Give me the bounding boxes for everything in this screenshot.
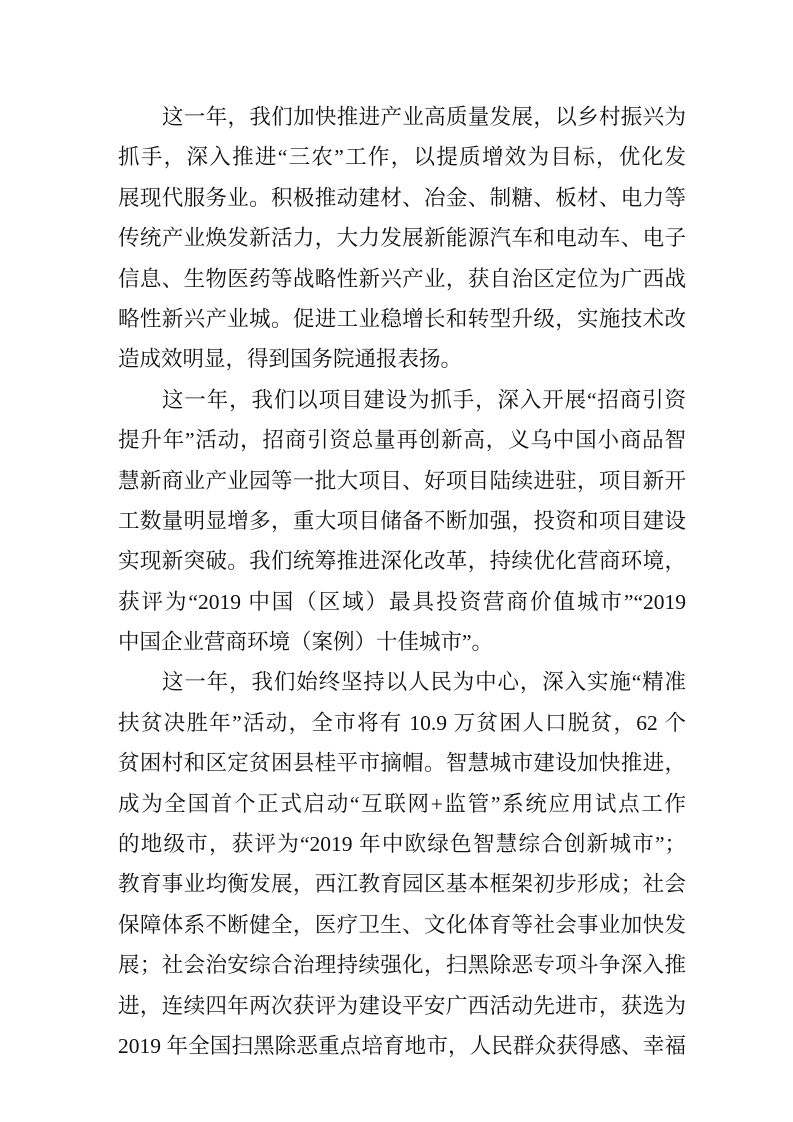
document-body [118, 97, 686, 1066]
text-line: 提升年”活动，招商引资总量再创新高，义乌中国小商品智 [118, 428, 686, 453]
text-line: 信息、生物医药等战略性新兴产业，获自治区定位为广西战 [118, 266, 686, 291]
text-line: 中国企业营商环境（案例）十佳城市”。 [118, 630, 494, 655]
text-line: 展；社会治安综合治理持续强化，扫黑除恶专项斗争深入推 [118, 953, 686, 978]
text-line: 造成效明显，得到国务院通报表扬。 [118, 347, 463, 372]
text-line: 这一年，我们加快推进产业高质量发展，以乡村振兴为 [162, 105, 686, 129]
text-line: 传统产业焕发新活力，大力发展新能源汽车和电动车、电子 [118, 226, 686, 251]
text-line: 保障体系不断健全，医疗卫生、文化体育等社会事业加快发 [118, 912, 686, 937]
text-line: 抓手，深入推进“三农”工作，以提质增效为目标，优化发 [118, 145, 686, 170]
text-line: 获评为“2019 中国（区域）最具投资营商价值城市”“2019 [118, 589, 686, 614]
text-line: 扶贫决胜年”活动，全市将有 10.9 万贫困人口脱贫，62 个 [118, 710, 686, 735]
text-line: 的地级市，获评为“2019 年中欧绿色智慧综合创新城市”； [118, 832, 686, 857]
text-line: 这一年，我们始终坚持以人民为中心，深入实施“精准 [162, 670, 686, 695]
text-line: 略性新兴产业城。促进工业稳增长和转型升级，实施技术改 [118, 306, 686, 331]
text-line: 工数量明显增多，重大项目储备不断加强，投资和项目建设 [118, 508, 686, 533]
text-line: 这一年，我们以项目建设为抓手，深入开展“招商引资 [162, 387, 686, 412]
text-line: 实现新突破。我们统筹推进深化改革，持续优化营商环境， [118, 549, 686, 574]
text-line: 展现代服务业。积极推动建材、冶金、制糖、板材、电力等 [118, 185, 686, 210]
text-line: 慧新商业产业园等一批大项目、好项目陆续进驻，项目新开 [118, 468, 686, 493]
text-line: 2019 年全国扫黑除恶重点培育地市，人民群众获得感、幸福 [118, 1033, 686, 1058]
paragraph [118, 97, 686, 380]
text-line: 贫困村和区定贫困县桂平市摘帽。智慧城市建设加快推进， [118, 751, 686, 776]
text-line: 进，连续四年两次获评为建设平安广西活动先进市，获选为 [118, 993, 686, 1018]
paragraph [118, 380, 686, 663]
text-line: 成为全国首个正式启动“互联网+监管”系统应用试点工作 [118, 791, 686, 816]
text-line: 教育事业均衡发展，西江教育园区基本框架初步形成；社会 [118, 872, 686, 897]
paragraph [118, 662, 686, 1066]
